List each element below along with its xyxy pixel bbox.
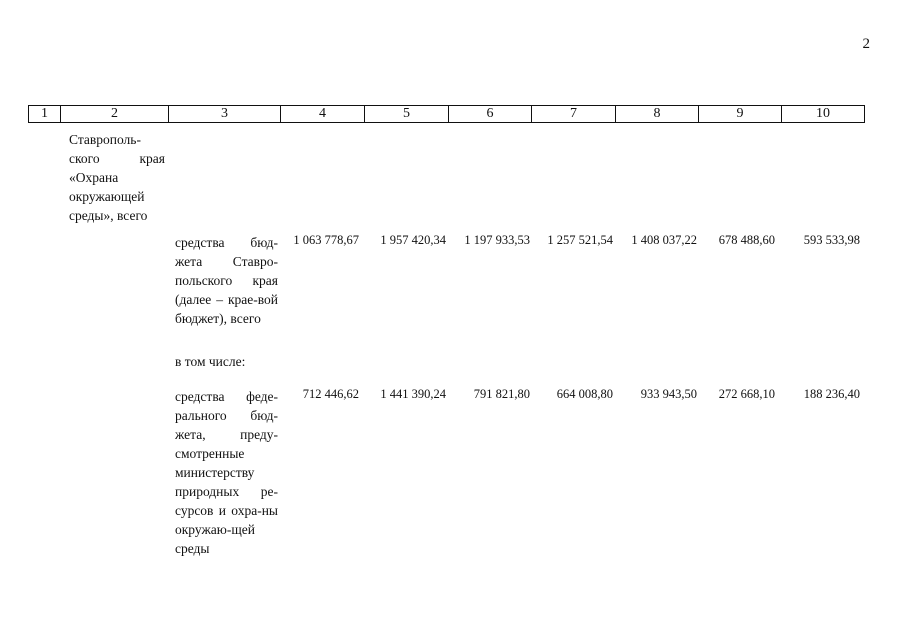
federal-budget-col-4: 712 446,62 [302,387,359,401]
table-header-row [28,105,865,123]
regional-budget-col-7: 1 257 521,54 [547,233,613,247]
header-col-8: 8 [616,106,699,122]
header-col-2: 2 [61,106,169,122]
program-name-cell: Ставрополь-ского края «Охрана окружающей среды», всего [69,132,165,223]
row-label-federal-budget: средства феде-рального бюд-жета, преду-смотренные министерству природных ре-сурсов и охра-ны окружаю-щей среды [175,389,278,556]
federal-budget-col-9: 272 668,10 [718,387,775,401]
federal-budget-col-7: 664 008,80 [556,387,613,401]
regional-budget-col-8: 1 408 037,22 [631,233,697,247]
header-col-10: 10 [816,106,830,121]
regional-budget-col-5: 1 957 420,34 [380,233,446,247]
header-col-7: 7 [532,106,616,122]
federal-budget-col-6: 791 821,80 [473,387,530,401]
row-label-including: в том числе: [175,354,246,369]
row-label-regional-budget: средства бюд-жета Ставро-польского края (далее – крае-вой бюджет), всего [175,235,278,326]
header-col-9: 9 [699,106,782,122]
header-col-1: 1 [29,106,61,122]
regional-budget-col-10: 593 533,98 [803,233,860,247]
regional-budget-col-9: 678 488,60 [718,233,775,247]
header-col-5: 5 [365,106,449,122]
header-col-6: 6 [449,106,532,122]
regional-budget-col-6: 1 197 933,53 [464,233,530,247]
federal-budget-col-8: 933 943,50 [640,387,697,401]
header-col-4: 4 [281,106,365,122]
page-number: 2 [862,36,870,52]
header-col-3: 3 [169,106,281,122]
regional-budget-col-4: 1 063 778,67 [293,233,359,247]
federal-budget-col-5: 1 441 390,24 [380,387,446,401]
federal-budget-col-10: 188 236,40 [803,387,860,401]
